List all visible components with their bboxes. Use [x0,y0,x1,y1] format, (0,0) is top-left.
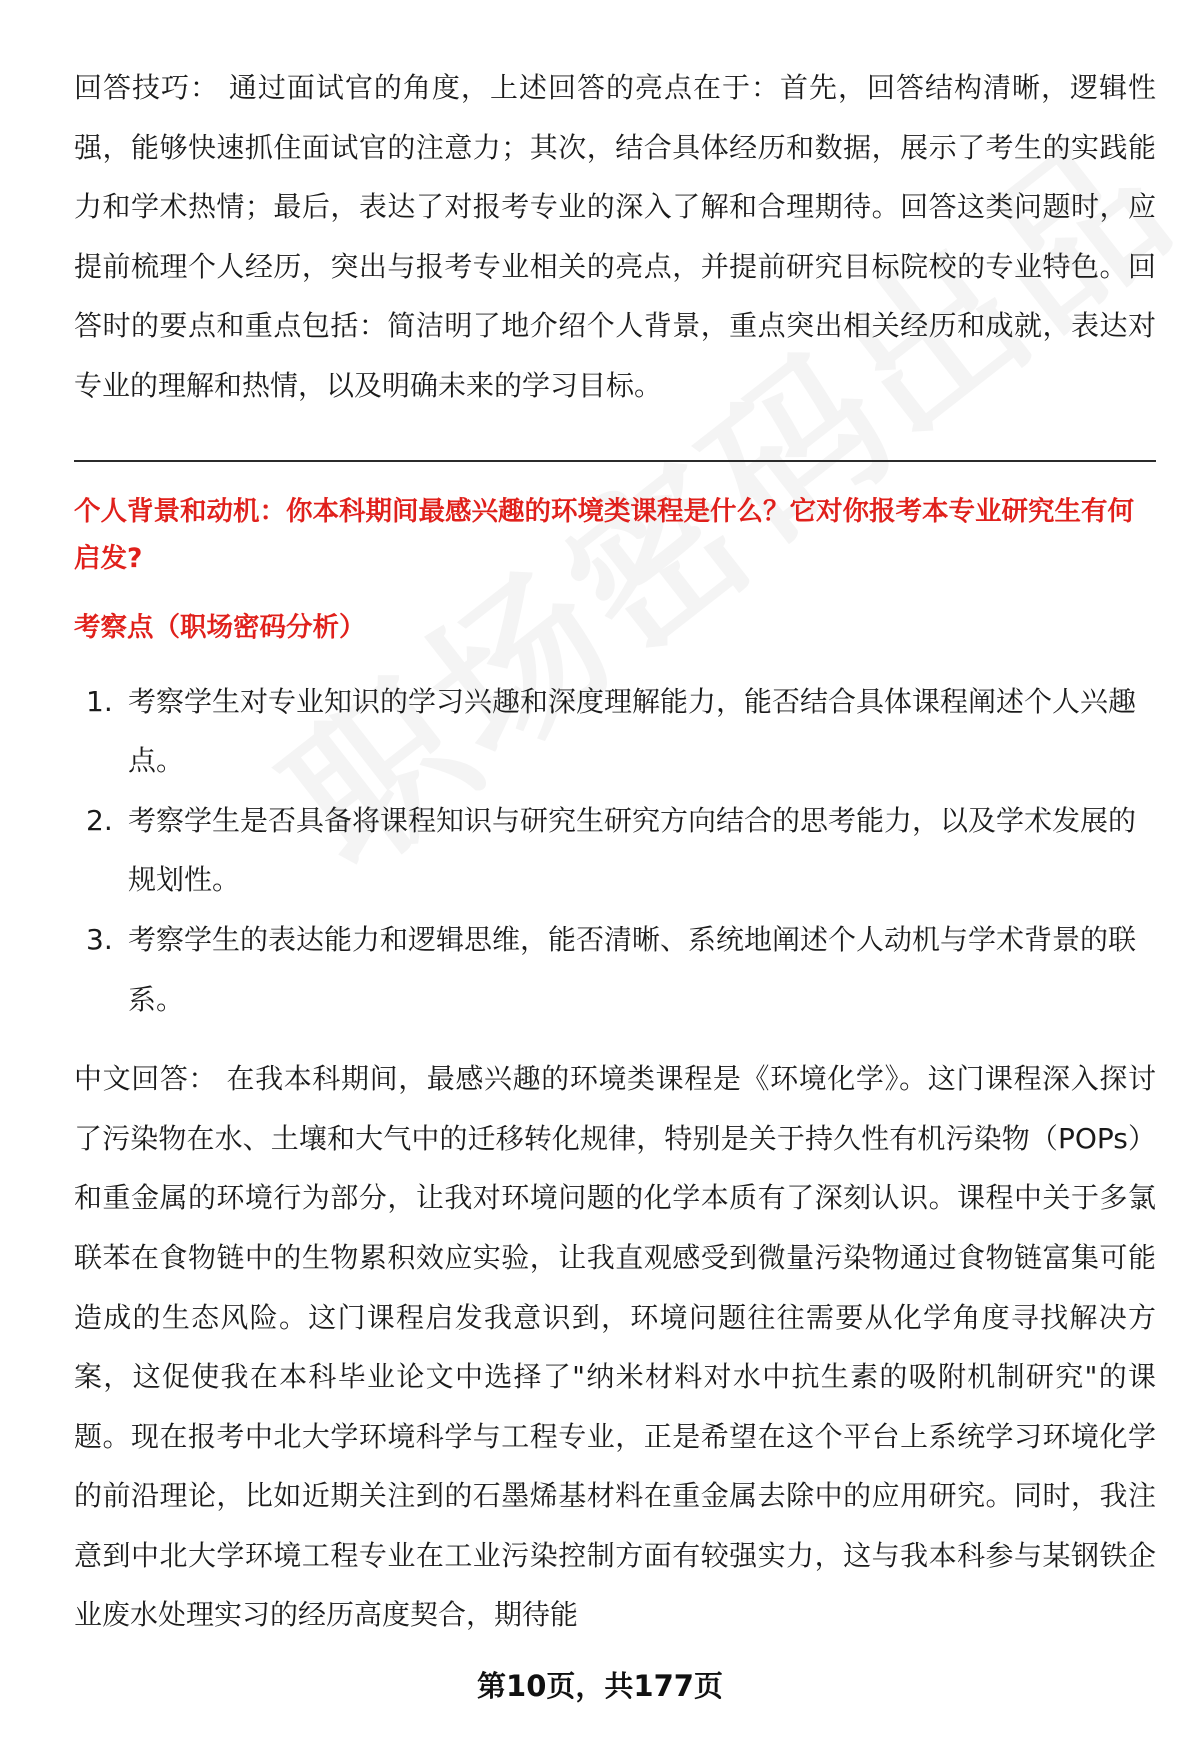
assessment-points-list [74,672,1156,1030]
list-item [74,910,1156,1029]
points-heading: 考察点（职场密码分析） [74,611,366,643]
list-item-text: 考察学生是否具备将课程知识与研究生研究方向结合的思考能力，以及学术发展的规划性。 [128,803,1137,897]
list-number: 3. [86,922,113,956]
list-item [74,791,1156,910]
intro-paragraph: 回答技巧： 通过面试官的角度，上述回答的亮点在于：首先，回答结构清晰，逻辑性强，能够快速抓住面试官的注意力；其次，结合具体经历和数据，展示了考生的实践能力和学术热情；最后，表达了对报考专业的深入了解和合理期待。回答这类问题时，应提前梳理个人经历，突出与报考专业相关的亮点，并提前研究目标院校的专业特色。回答时的要点和重点包括：简洁明了地介绍个人背景，重点突出相关经历和成就，表达对专业的理解和热情，以及明确未来的学习目标。 [74,71,1156,402]
list-item [74,672,1156,791]
list-item-text: 考察学生对专业知识的学习兴趣和深度理解能力，能否结合具体课程阐述个人兴趣点。 [128,684,1137,778]
list-number: 2. [86,803,113,837]
page-number-footer: 第10页，共177页 [477,1669,723,1703]
list-item-text: 考察学生的表达能力和逻辑思维，能否清晰、系统地阐述个人动机与学术背景的联系。 [128,922,1137,1016]
question-heading: 个人背景和动机：你本科期间最感兴趣的环境类课程是什么？它对你报考本专业研究生有何启发? [74,495,1134,574]
answer-paragraph: 中文回答： 在我本科期间，最感兴趣的环境类课程是《环境化学》。这门课程深入探讨了污染物在水、土壤和大气中的迁移转化规律，特别是关于持久性有机污染物（POPs）和重金属的环境行为部分，让我对环境问题的化学本质有了深刻认识。课程中关于多氯联苯在食物链中的生物累积效应实验，让我直观感受到微量污染物通过食物链富集可能造成的生态风险。这门课程启发我意识到，环境问题往往需要从化学角度寻找解决方案，这促使我在本科毕业论文中选择了"纳米材料对水中抗生素的吸附机制研究"的课题。现在报考中北大学环境科学与工程专业，正是希望在这个平台上系统学习环境化学的前沿理论，比如近期关注到的石墨烯基材料在重金属去除中的应用研究。同时，我注意到中北大学环境工程专业在工业污染控制方面有较强实力，这与我本科参与某钢铁企业废水处理实习的经历高度契合，期待能 [74,1062,1156,1632]
list-number: 1. [86,684,113,718]
section-divider [74,460,1156,462]
document-page [74,58,1156,1645]
